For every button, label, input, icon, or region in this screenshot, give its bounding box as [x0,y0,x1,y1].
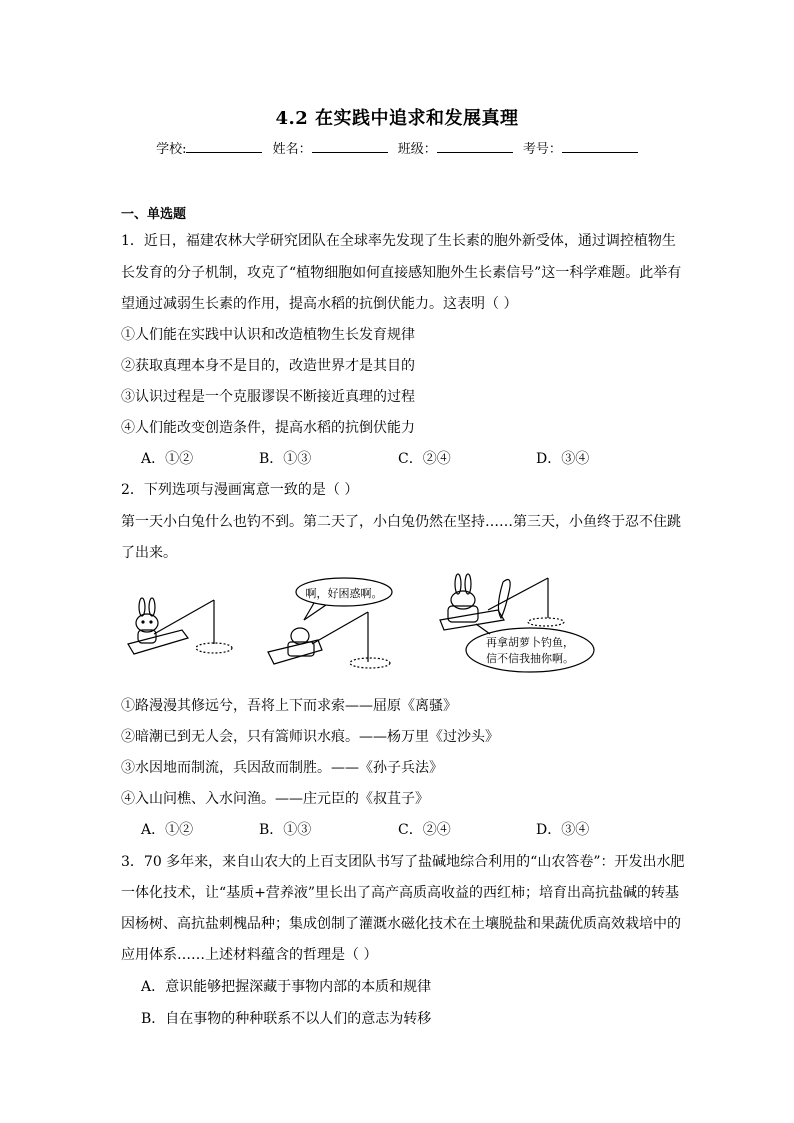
comic-bubble-2-line-1: 再拿胡萝卜钓鱼， [486,637,574,649]
page-title: 4.2 在实践中追求和发展真理 [275,108,519,129]
q2-statement: ③水因地而制流，兵因敌而制胜。——《孙子兵法》 [121,760,443,776]
name-blank[interactable] [312,140,388,153]
q2-option-c[interactable]: C．②④ [398,822,451,838]
q3-line: 应用体系……上述材料蕴含的哲理是（ ） [121,947,378,963]
class-label: 班级： [397,142,437,157]
q2-statement: ④入山问樵、入水问渔。——庄元臣的《叔苴子》 [121,791,429,807]
q3-line: 因杨树、高抗盐刺槐品种；集成创制了灌溉水磁化技术在土壤脱盐和果蔬优质高效栽培中的 [121,916,681,932]
q1-statement: ③认识过程是一个克服谬误不断接近真理的过程 [121,389,415,405]
q1-statement: ②获取真理本身不是目的，改造世界才是其目的 [121,358,415,374]
q2-statement: ①路漫漫其修远兮，吾将上下而求索——屈原《离骚》 [121,698,457,714]
q3-option-b[interactable]: B．自在事物的种种联系不以人们的意志为转移 [141,1011,432,1027]
q2-statement: ②暗潮已到无人会，只有篙师识水痕。——杨万里《过沙头》 [121,729,499,745]
comic-bubble-2-line-2: 信不信我抽你啊。 [486,653,574,665]
student-info [0,138,794,157]
comic-panel-day1 [128,598,232,654]
q1-statement: ①人们能在实践中认识和改造植物生长发育规律 [121,327,415,343]
q1-line: 长发育的分子机制，攻克了“植物细胞如何直接感知胞外生长素信号”这一科学难题。此举有 [121,265,682,281]
school-label: 学校: [156,142,187,157]
q2-line: 了出来。 [121,545,177,561]
comic-strip [118,570,598,675]
q2-option-a[interactable]: A．①② [141,822,194,838]
q2-option-b[interactable]: B．①③ [259,822,312,838]
number-blank[interactable] [562,140,638,153]
q2-line: 2．下列选项与漫画寓意一致的是（ ） [121,482,359,498]
q1-statement: ④人们能改变创造条件，提高水稻的抗倒伏能力 [121,420,415,436]
q1-option-d[interactable]: D．③④ [536,451,590,467]
name-label: 姓名： [272,142,312,157]
q3-line: 3．70 多年来，来自山农大的上百支团队书写了盐碱地综合利用的“山农答卷”：开发出水肥 [121,854,685,870]
q1-option-c[interactable]: C．②④ [398,451,451,467]
q3-option-a[interactable]: A．意识能够把握深藏于事物内部的本质和规律 [141,979,432,995]
class-blank[interactable] [437,140,513,153]
comic-bubble-1: 啊，好困惑啊。 [305,588,383,600]
q1-line: 望通过减弱生长素的作用，提高水稻的抗倒伏能力。这表明（ ） [121,296,518,312]
q1-option-a[interactable]: A．①② [141,451,194,467]
section-heading: 一、单选题 [121,207,187,222]
q2-option-d[interactable]: D．③④ [536,822,590,838]
q1-option-b[interactable]: B．①③ [259,451,312,467]
school-blank[interactable] [186,140,262,153]
q3-line: 一体化技术，让“基质+营养液”里长出了高产高质高收益的西红柿；培育出高抗盐碱的转基 [121,885,680,901]
q1-line: 1．近日，福建农林大学研究团队在全球率先发现了生长素的胞外新受体，通过调控植物生 [121,233,676,249]
number-label: 考号： [522,142,562,157]
q2-line: 第一天小白兔什么也钓不到。第二天了，小白兔仍然在坚持……第三天，小鱼终于忍不住跳 [121,514,681,530]
